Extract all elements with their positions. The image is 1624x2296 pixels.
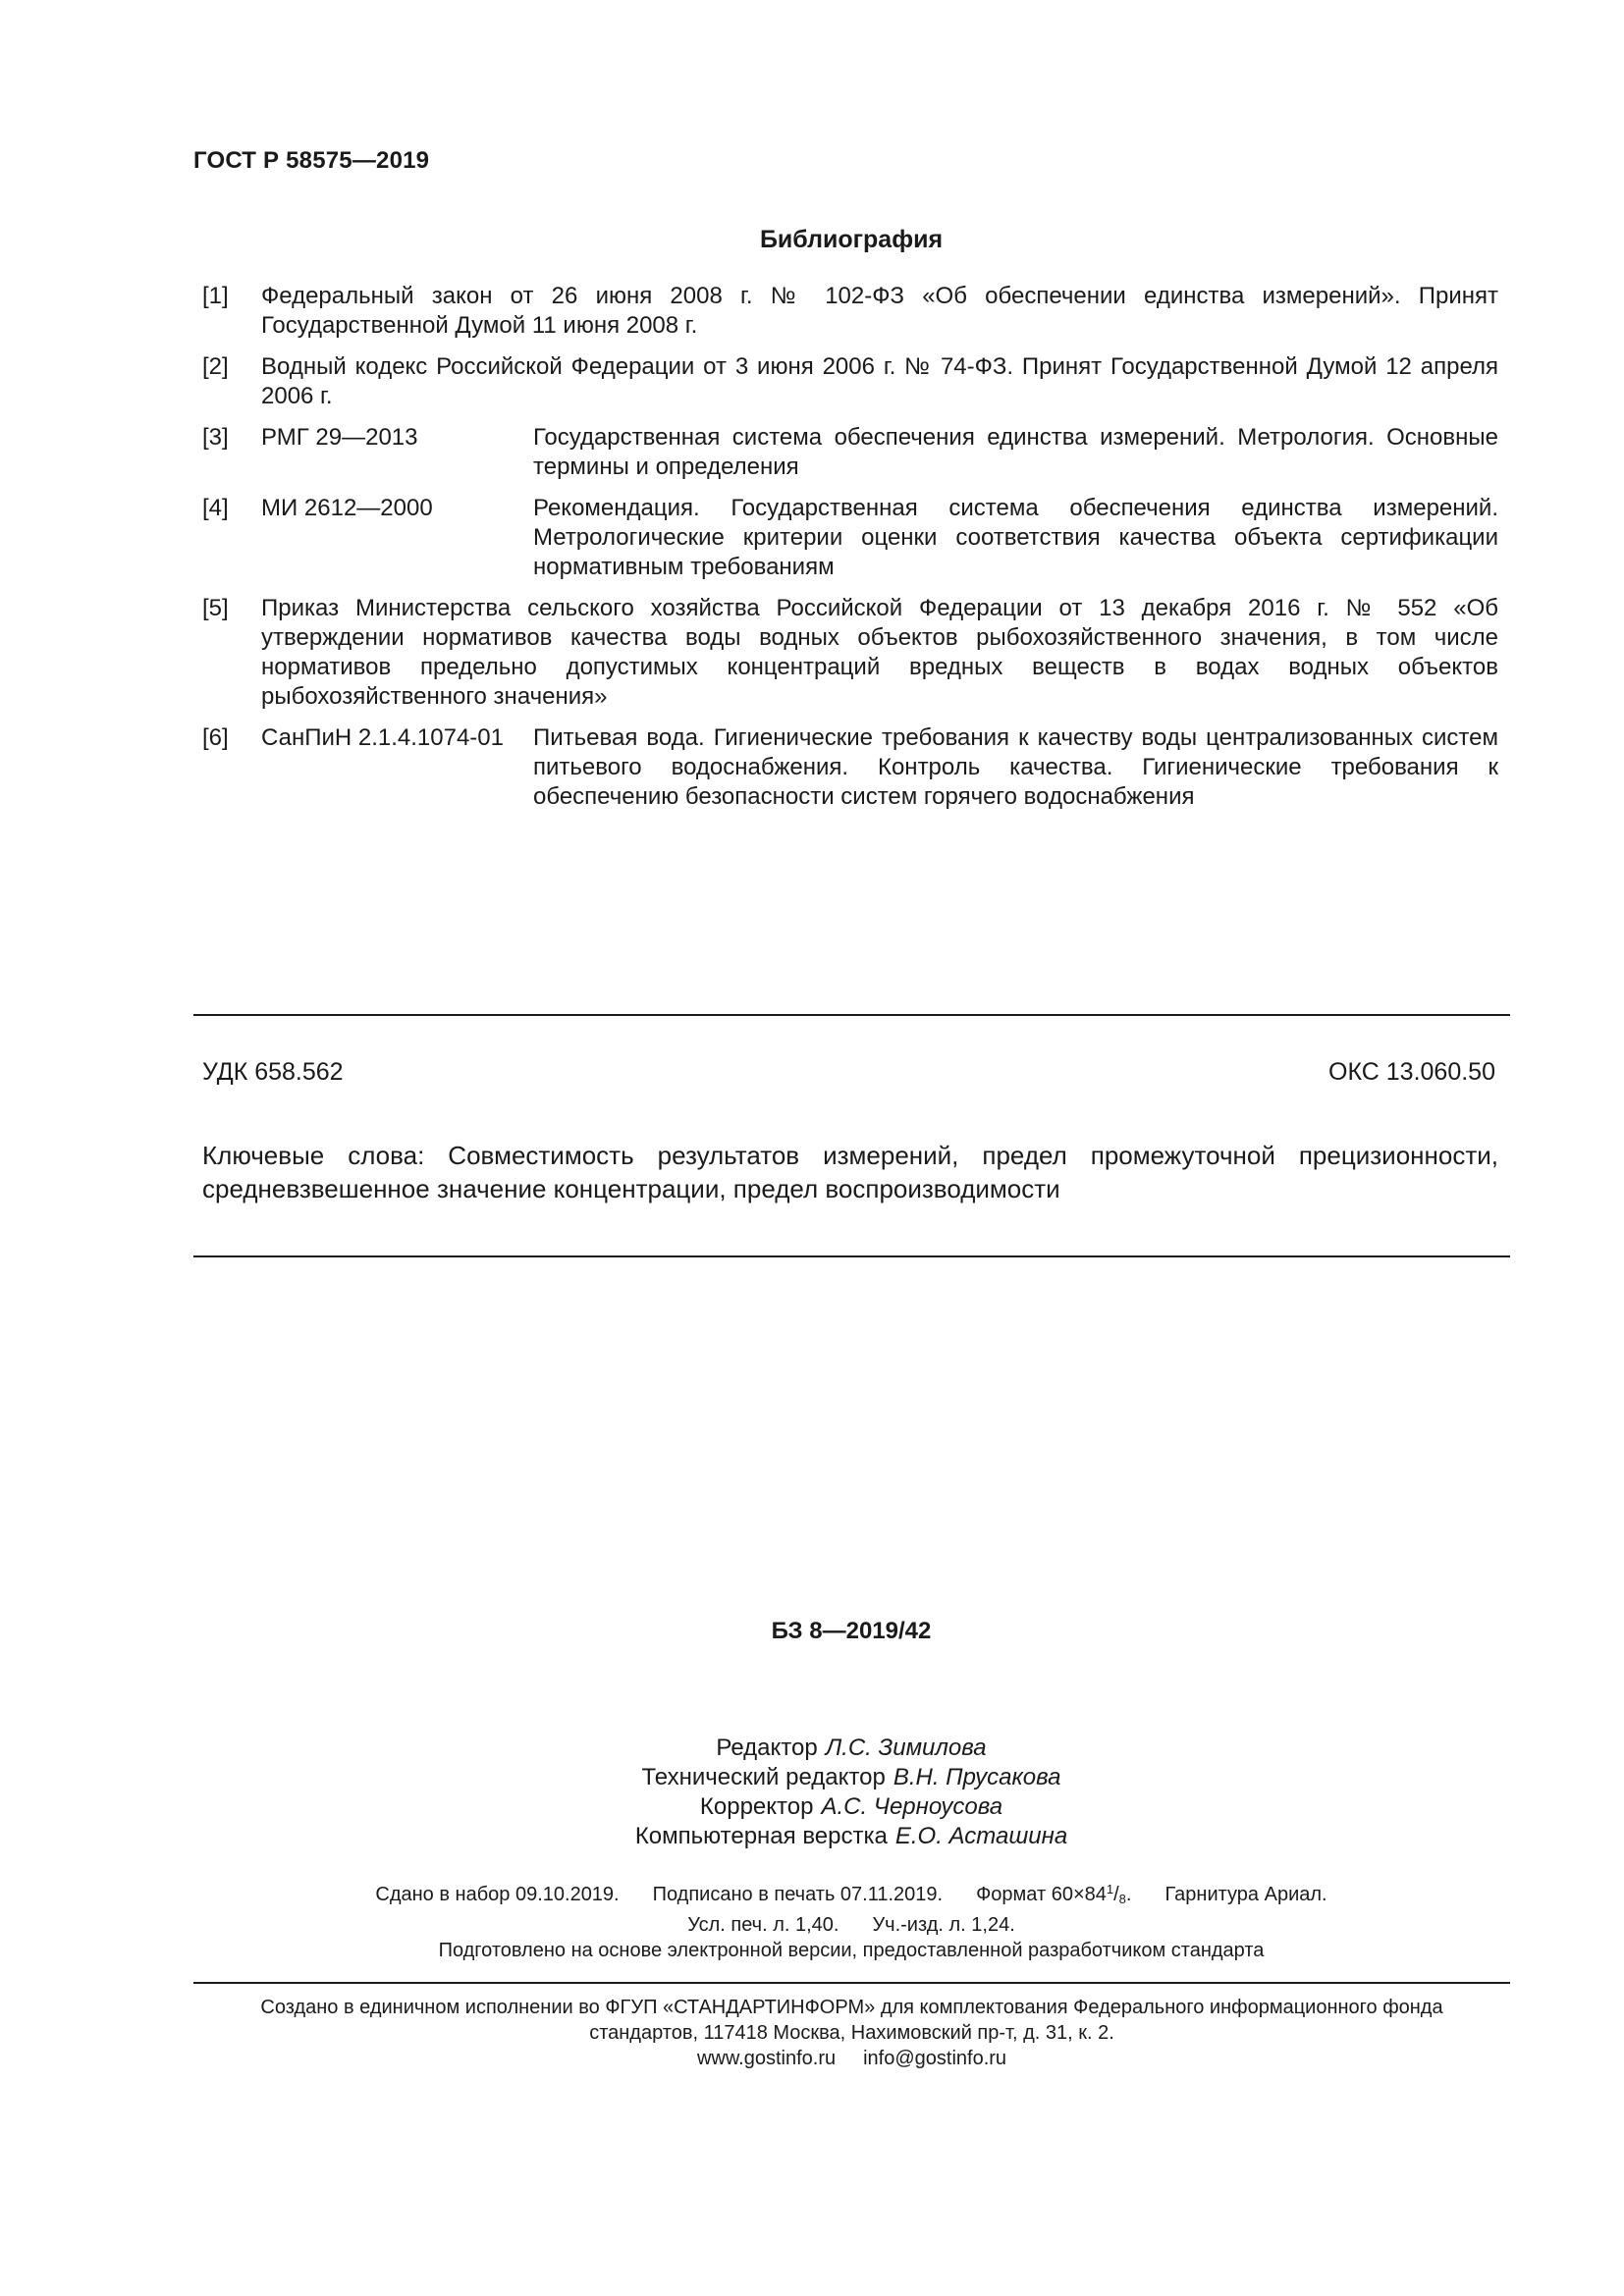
bibliography-text: Государственная система обеспечения единства измерений. Метрология. Основные термины и определения	[533, 424, 1498, 480]
bibliography-number: [1]	[202, 283, 229, 309]
staff-name: А.С. Черноусова	[821, 1793, 1003, 1820]
staff-credits	[0, 1734, 1624, 1851]
staff-role: Компьютерная верстка	[634, 1823, 888, 1849]
paper-format: Формат $60\times 84^1/_8$.	[976, 1882, 1132, 1906]
bibliography-code: МИ 2612—2000	[261, 495, 433, 521]
bibliography-item	[202, 494, 1498, 582]
staff-role: Корректор	[699, 1793, 814, 1820]
staff-row	[0, 1822, 1624, 1851]
typeface: Гарнитура Ариал.	[1164, 1884, 1327, 1905]
udk-code: УДК 658.562	[202, 1058, 344, 1086]
staff-name: В.Н. Прусакова	[893, 1764, 1061, 1790]
divider-bottom	[193, 1255, 1510, 1257]
staff-role: Технический редактор	[641, 1764, 886, 1790]
bibliography-code: РМГ 29—2013	[261, 424, 418, 451]
bibliography-number: [2]	[202, 353, 229, 380]
print-info-line	[0, 1877, 1624, 1912]
staff-name: Л.С. Зимилова	[825, 1735, 987, 1761]
staff-name: Е.О. Асташина	[894, 1823, 1068, 1849]
publisher-footer	[193, 1995, 1510, 2071]
document-code: ГОСТ Р 58575—2019	[193, 147, 430, 174]
footer-contacts	[193, 2046, 1510, 2071]
footer-line: Создано в единичном исполнении во ФГУП «СТАНДАРТИНФОРМ» для комплектования Федерального информационного фонда	[260, 1997, 1443, 2018]
bibliography-number: [3]	[202, 424, 229, 451]
publisher-sheets: Уч.-изд. л. 1,24.	[872, 1914, 1015, 1936]
footer-line: стандартов, 117418 Москва, Нахимовский пр-т, д. 31, к. 2.	[589, 2022, 1114, 2044]
divider-top	[193, 1014, 1510, 1016]
bibliography-text: Водный кодекс Российской Федерации от 3 июня 2006 г. № 74-ФЗ. Принят Государственной Думой 12 апреля 2006 г.	[261, 353, 1498, 409]
divider-footer	[193, 1982, 1510, 1984]
bibliography-text: Приказ Министерства сельского хозяйства Российской Федерации от 13 декабря 2016 г. № 552 «Об утверждении нормативов качества воды водных объектов рыбохозяйственного значения, в том числе нормативов предельно допустимых концентраций вредных веществ в водах водных объектов рыбохозяйственного значения»	[261, 595, 1498, 710]
keywords: Ключевые слова: Совместимость результатов измерений, предел промежуточной прецизионности, средневзвешенное значение концентрации, предел воспроизводимости	[202, 1141, 1498, 1203]
bibliography-item	[202, 594, 1498, 712]
bibliography-item	[202, 282, 1498, 341]
bibliography-text: Питьевая вода. Гигиенические требования к качеству воды централизованных систем питьевого водоснабжения. Контроль качества. Гигиенические требования к обеспечению безопасности систем горячего водоснабжения	[533, 724, 1498, 810]
bibliography-code: СанПиН 2.1.4.1074-01	[261, 724, 504, 751]
bibliography-text: Рекомендация. Государственная система обеспечения единства измерений. Метрологические критерии оценки соответствия качества объекта сертификации нормативным требованиям	[533, 495, 1498, 580]
bibliography-text: Федеральный закон от 26 июня 2008 г. № 102-ФЗ «Об обеспечении единства измерений». Принят Государственной Думой 11 июня 2008 г.	[261, 283, 1498, 339]
submitted-date: Сдано в набор 09.10.2019.	[375, 1884, 620, 1905]
bibliography-item	[202, 423, 1498, 482]
oks-code: ОКС 13.060.50	[1328, 1058, 1495, 1086]
prepared-note: Подготовлено на основе электронной версии, предоставленной разработчиком стандарта	[438, 1940, 1265, 1961]
print-sheets: Усл. печ. л. 1,40.	[687, 1914, 839, 1936]
staff-row	[0, 1792, 1624, 1822]
bibliography-number: [4]	[202, 495, 229, 521]
bibliography-number: [5]	[202, 595, 229, 621]
bibliography-number: [6]	[202, 724, 229, 751]
staff-role: Редактор	[716, 1735, 818, 1761]
staff-row	[0, 1763, 1624, 1792]
email-link[interactable]: info@gostinfo.ru	[863, 2048, 1007, 2069]
signed-date: Подписано в печать 07.11.2019.	[652, 1884, 944, 1905]
website-link[interactable]: www.gostinfo.ru	[696, 2048, 837, 2069]
bibliography-item	[202, 723, 1498, 812]
bz-number: БЗ 8—2019/42	[771, 1618, 932, 1644]
print-info-line	[0, 1912, 1624, 1938]
bibliography-title: Библиография	[759, 226, 944, 253]
bibliography-list	[202, 282, 1498, 824]
staff-row	[0, 1734, 1624, 1763]
bibliography-item	[202, 352, 1498, 411]
print-info	[0, 1877, 1624, 1963]
